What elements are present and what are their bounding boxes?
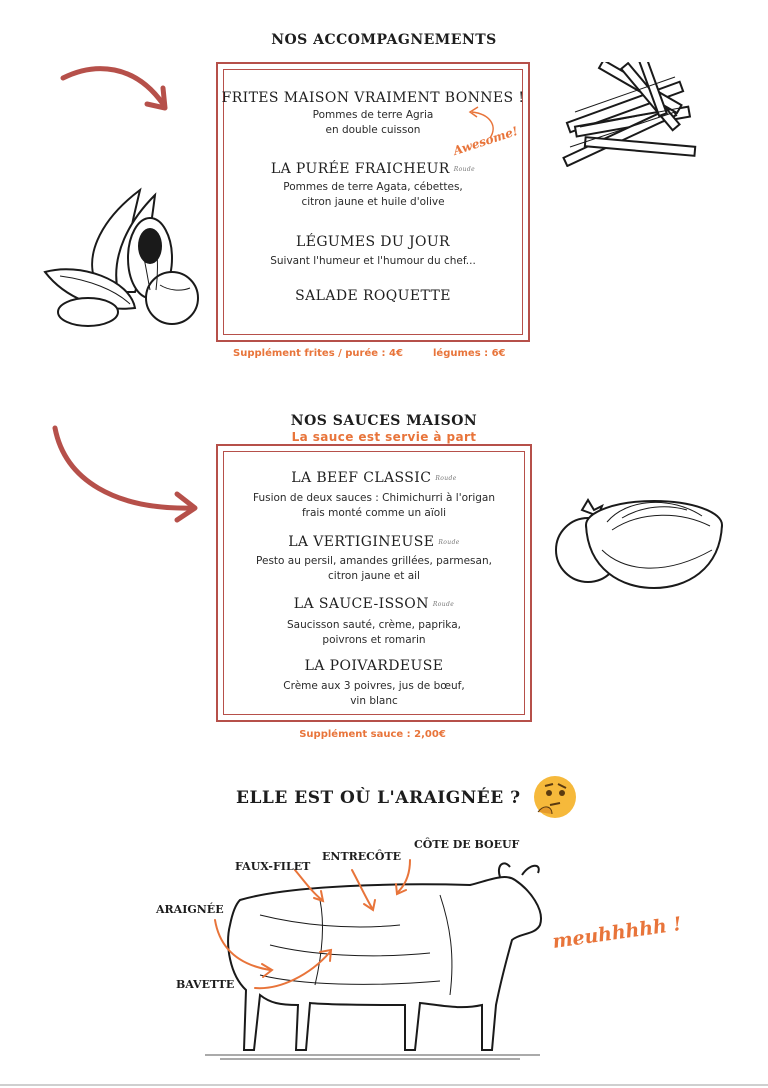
item-title-salade: SALADE ROQUETTE — [295, 288, 451, 304]
item-title-sauce-isson-text: LA SAUCE-ISSON — [293, 596, 429, 612]
araignee-title: ELLE EST OÙ L'ARAIGNÉE ? — [236, 788, 521, 808]
curved-arrow-icon — [55, 60, 175, 120]
item-badge-vertigineuse: Roude — [438, 538, 460, 546]
awesome-label: Awesome! — [451, 123, 520, 159]
supplement-frites-puree: Supplément frites / purée : 4€ — [233, 348, 403, 359]
fries-illustration — [555, 62, 705, 167]
item-title-puree — [218, 161, 528, 177]
accompagnements-title: NOS ACCOMPAGNEMENTS — [271, 32, 497, 48]
cut-label-bavette: BAVETTE — [176, 978, 235, 991]
cut-label-entrecote: ENTRECÔTE — [322, 850, 402, 863]
footer-divider — [0, 1084, 768, 1086]
vegetables-illustration — [40, 180, 200, 330]
item-title-puree-text: LA PURÉE FRAICHEUR — [270, 161, 450, 177]
item-desc-frites: Pommes de terre Agria en double cuisson — [312, 109, 434, 136]
item-title-sauce-isson — [218, 596, 530, 612]
cut-label-cote-de-boeuf: CÔTE DE BOEUF — [414, 838, 520, 851]
item-badge-puree: Roude — [453, 165, 476, 173]
supplement-legumes: légumes : 6€ — [433, 348, 506, 359]
sauce-bowl-illustration — [552, 470, 727, 595]
cut-label-faux-filet: FAUX-FILET — [235, 860, 311, 873]
supplement-sauce: Supplément sauce : 2,00€ — [299, 729, 446, 740]
sauces-subtitle: La sauce est servie à part — [291, 430, 477, 444]
item-badge-beef-classic: Roude — [435, 474, 457, 482]
item-title-legumes: LÉGUMES DU JOUR — [296, 234, 450, 250]
item-desc-beef-classic: Fusion de deux sauces : Chimichurri à l'origan frais monté comme un aïoli — [252, 492, 496, 519]
item-title-vertigineuse — [218, 534, 530, 550]
curved-arrow-icon-2 — [45, 420, 205, 530]
moo-label: meuhhhhh ! — [551, 913, 683, 953]
item-title-vertigineuse-text: LA VERTIGINEUSE — [288, 534, 435, 550]
item-title-poivardeuse: LA POIVARDEUSE — [304, 658, 444, 674]
item-desc-puree: Pommes de terre Agata, cébettes, citron jaune et huile d'olive — [283, 181, 463, 208]
thinking-face-features — [534, 776, 576, 818]
item-desc-poivardeuse: Crème aux 3 poivres, jus de bœuf, vin blanc — [283, 680, 465, 707]
sauces-title: NOS SAUCES MAISON — [290, 413, 478, 429]
cut-label-araignee: ARAIGNÉE — [156, 903, 224, 916]
item-badge-sauce-isson: Roude — [432, 600, 455, 608]
item-title-beef-classic-text: LA BEEF CLASSIC — [291, 470, 432, 486]
item-title-beef-classic — [218, 470, 530, 486]
item-desc-vertigineuse: Pesto au persil, amandes grillées, parmesan, citron jaune et ail — [256, 555, 492, 582]
item-title-frites: FRITES MAISON VRAIMENT BONNES ! — [221, 90, 525, 106]
sauces-menu-box — [216, 444, 532, 722]
item-desc-sauce-isson: Saucisson sauté, crème, paprika, poivrons et romarin — [287, 619, 461, 646]
item-desc-legumes: Suivant l'humeur et l'humour du chef... — [270, 255, 476, 267]
